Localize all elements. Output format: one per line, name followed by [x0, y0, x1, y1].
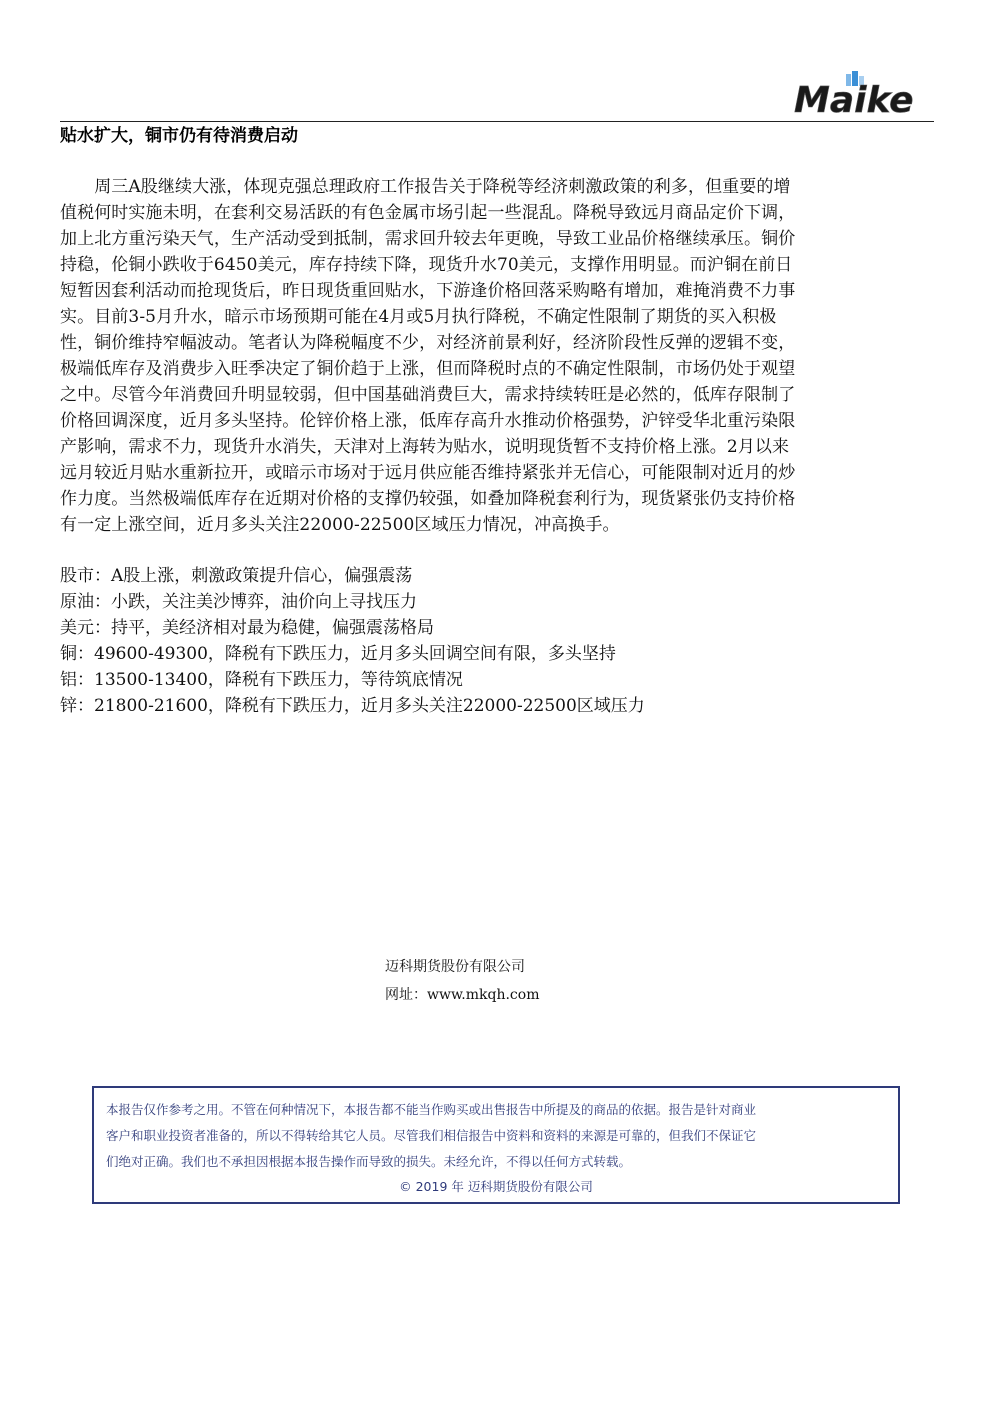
summary-stocks: 股市：A股上涨，刺激政策提升信心，偏强震荡 [60, 566, 413, 586]
maike-logo [790, 68, 930, 118]
body-line: 短暂因套利活动而抢现货后，昨日现货重回贴水，下游逢价格回落采购略有增加，难掩消费不力事 [60, 281, 796, 301]
copyright-notice: © 2019 年 迈科期货股份有限公司 [399, 1179, 593, 1194]
body-line: 有一定上涨空间，近月多头关注22000-22500区域压力情况，冲高换手。 [60, 515, 620, 535]
footer-website: 网址：www.mkqh.com [385, 987, 540, 1003]
body-line: 作力度。当然极端低库存在近期对价格的支撑仍较强，如叠加降税套利行为，现货紧张仍支持价格 [60, 489, 796, 509]
article-title: 贴水扩大，铜市仍有待消费启动 [60, 126, 298, 146]
body-line: 持稳，伦铜小跌收于6450美元，库存持续下降，现货升水70美元，支撑作用明显。而沪铜在前日 [60, 255, 793, 275]
disclaimer-line: 客户和职业投资者准备的，所以不得转给其它人员。尽管我们相信报告中资料和资料的来源是可靠的，但我们不保证它 [106, 1128, 757, 1143]
body-line: 之中。尽管今年消费回升明显较弱，但中国基础消费巨大，需求持续转旺是必然的，低库存限制了 [60, 385, 796, 405]
body-line: 实。目前3-5月升水，暗示市场预期可能在4月或5月执行降税，不确定性限制了期货的买入积极 [60, 307, 777, 327]
summary-zinc: 锌：21800-21600，降税有下跌压力，近月多头关注22000-22500区域压力 [60, 696, 645, 716]
article-body [60, 174, 932, 538]
logo-text: Maike [794, 80, 914, 118]
body-line: 远月较近月贴水重新拉开，或暗示市场对于远月供应能否维持紧张并无信心，可能限制对近月的炒 [60, 463, 796, 483]
header-divider [60, 121, 934, 122]
summary-crude-oil: 原油：小跌，关注美沙博弈，油价向上寻找压力 [60, 592, 417, 612]
body-line: 极端低库存及消费步入旺季决定了铜价趋于上涨，但而降税时点的不确定性限制，市场仍处于观望 [60, 359, 796, 379]
summary-usd: 美元：持平，美经济相对最为稳健，偏强震荡格局 [60, 618, 434, 638]
market-summary [60, 563, 932, 719]
disclaimer-line: 本报告仅作参考之用。不管在何种情况下，本报告都不能当作购买或出售报告中所提及的商品的依据。报告是针对商业 [106, 1102, 757, 1117]
disclaimer-line: 们绝对正确。我们也不承担因根据本报告操作而导致的损失。未经允许，不得以任何方式转载。 [106, 1154, 632, 1169]
summary-aluminum: 铝：13500-13400，降税有下跌压力，等待筑底情况 [60, 670, 463, 690]
footer-company: 迈科期货股份有限公司 [385, 959, 525, 975]
summary-copper: 铜：49600-49300，降税有下跌压力，近月多头回调空间有限，多头坚持 [60, 644, 616, 664]
body-line: 产影响，需求不力，现货升水消失，天津对上海转为贴水，说明现货暂不支持价格上涨。2月以来 [60, 437, 790, 457]
body-line: 值税何时实施未明，在套利交易活跃的有色金属市场引起一些混乱。降税导致远月商品定价下调， [60, 203, 796, 223]
body-line: 性，铜价维持窄幅波动。笔者认为降税幅度不少，对经济前景利好，经济阶段性反弹的逻辑不变， [60, 333, 796, 353]
body-line: 加上北方重污染天气，生产活动受到抵制，需求回升较去年更晚，导致工业品价格继续承压。铜价 [60, 229, 796, 249]
body-line: 价格回调深度，近月多头坚持。伦锌价格上涨，低库存高升水推动价格强势，沪锌受华北重污染限 [60, 411, 796, 431]
body-line: 周三A股继续大涨，体现克强总理政府工作报告关于降税等经济刺激政策的利多，但重要的增 [60, 177, 791, 197]
disclaimer-box [92, 1086, 900, 1204]
